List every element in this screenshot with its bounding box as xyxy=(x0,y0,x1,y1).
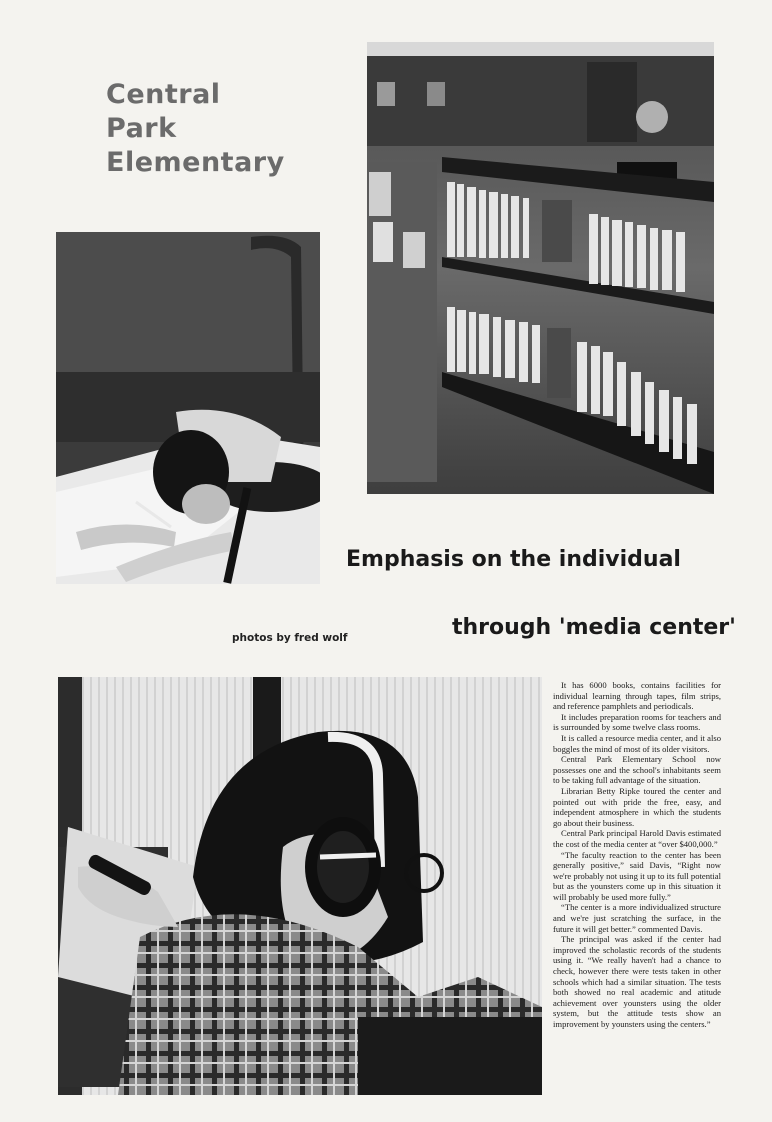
article-body xyxy=(553,680,721,1030)
headline-line-2: through 'media center' xyxy=(452,615,736,640)
photo-credit: photos by fred wolf xyxy=(232,632,348,644)
article-paragraph: “The center is a more individualized structure and we're just scratching the surface, in the future it will get better.” commented Davis. xyxy=(553,902,721,934)
student-headphones-photo xyxy=(58,677,542,1095)
headline-line-1: Emphasis on the individual xyxy=(346,547,681,572)
school-title xyxy=(106,78,306,180)
article-paragraph: It has 6000 books, contains facilities for individual learning through tapes, film strips, and reference pamphlets and periodicals. xyxy=(553,680,721,712)
article-paragraph: It includes preparation rooms for teachers and is surrounded by some twelve class rooms. xyxy=(553,711,721,733)
school-title-line-1: Central xyxy=(106,79,221,110)
library-shelves-photo xyxy=(367,42,714,494)
student-drawing-photo xyxy=(56,232,320,584)
article-paragraph: Central Park principal Harold Davis estimated the cost of the media center at “over $400,000.” xyxy=(553,828,721,849)
school-title-line-3: Elementary xyxy=(106,147,285,178)
article-paragraph: “The faculty reaction to the center has been generally positive,” said Davis, “Right now we're probably not using it up to its full potential but as the younsters come up in this situation it will probably be used more fully.” xyxy=(553,849,721,902)
article-paragraph: The principal was asked if the center had improved the scholastic records of the students using it. “We really haven't had a chance to check, however there were tests taken in other schools which had a similar situation. The tests both showed no real academic and atitude achievement over younsters using the older system, but the attitude tests show an improvement by younsters using the centers.” xyxy=(553,934,721,1029)
article-paragraph: Librarian Betty Ripke toured the center and pointed out with pride the free, easy, and independent atmosphere in which the students go about their business. xyxy=(553,785,721,828)
school-title-line-2: Park xyxy=(106,113,177,144)
article-paragraph: Central Park Elementary School now possesses one and the school's inhabitants seem to be taking full advantage of the situation. xyxy=(553,754,721,786)
article-paragraph: It is called a resource media center, and it also boggles the mind of most of its older visitors. xyxy=(553,732,721,754)
